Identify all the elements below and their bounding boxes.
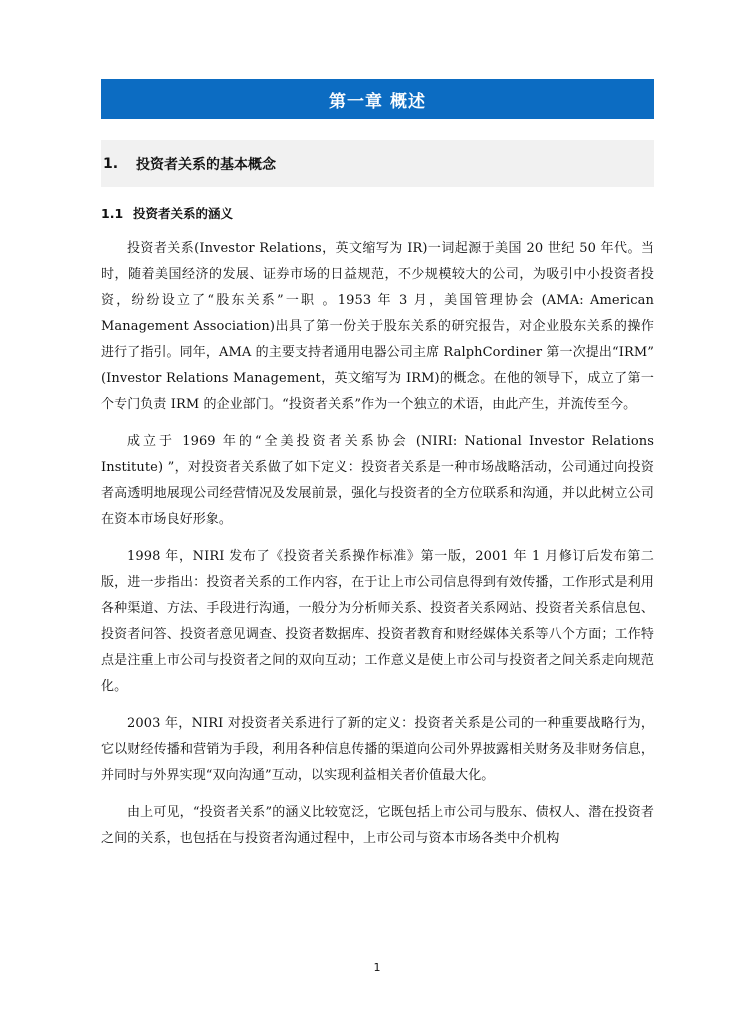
- chapter-banner: [101, 79, 654, 119]
- paragraph: 2003 年，NIRI 对投资者关系进行了新的定义：投资者关系是公司的一种重要战略行为，它以财经传播和营销为手段，利用各种信息传播的渠道向公司外界披露相关财务及非财务信息，并同时与外界实现“双向沟通”互动，以实现利益相关者价值最大化。: [101, 716, 654, 783]
- section-number: 1.: [103, 155, 119, 172]
- chapter-title: 第一章 概述: [329, 91, 426, 112]
- paragraph: 由上可见，“投资者关系”的涵义比较宽泛，它既包括上市公司与股东、债权人、潜在投资者之间的关系，也包括在与投资者沟通过程中，上市公司与资本市场各类中介机构: [101, 805, 654, 846]
- subsection-heading: [101, 204, 233, 222]
- paragraph: 成立于 1969 年的“全美投资者关系协会 (NIRI: National Investor Relations Institute) ”，对投资者关系做了如下定义：投资者关系是一种市场战略活动，公司通过向投资者高透明地展现公司经营情况及发展前景，强化与投资者的全方位联系和沟通，并以此树立公司在资本市场良好形象。: [101, 434, 654, 527]
- paragraph: 投资者关系(Investor Relations，英文缩写为 IR)一词起源于美国 20 世纪 50 年代。当时，随着美国经济的发展、证券市场的日益规范，不少规模较大的公司，为吸引中小投资者投资，纷纷设立了“股东关系”一职 。1953 年 3 月，美国管理协会 (AMA: American Management Association)出具了第一份关于股东关系的研究报告，对企业股东关系的操作进行了指引。同年，AMA 的主要支持者通用电器公司主席 RalphCordiner 第一次提出“IRM” (Investor Relations Management，英文缩写为 IRM)的概念。在他的领导下，成立了第一个专门负责 IRM 的企业部门。“投资者关系”作为一个独立的术语，由此产生，并流传至今。: [101, 241, 654, 412]
- section-title: 投资者关系的基本概念: [136, 156, 276, 173]
- subsection-number: 1.1: [101, 205, 124, 221]
- section-heading: [101, 140, 654, 187]
- body-text: [101, 236, 654, 863]
- subsection-title: 投资者关系的涵义: [133, 206, 234, 221]
- paragraph: 1998 年，NIRI 发布了《投资者关系操作标准》第一版，2001 年 1 月修订后发布第二版，进一步指出：投资者关系的工作内容，在于让上市公司信息得到有效传播，工作形式是利用各种渠道、方法、手段进行沟通，一般分为分析师关系、投资者关系网站、投资者关系信息包、投资者问答、投资者意见调查、投资者数据库、投资者教育和财经媒体关系等八个方面；工作特点是注重上市公司与投资者之间的双向互动；工作意义是使上市公司与投资者之间关系走向规范化。: [101, 549, 654, 694]
- page-number: 1: [373, 961, 381, 974]
